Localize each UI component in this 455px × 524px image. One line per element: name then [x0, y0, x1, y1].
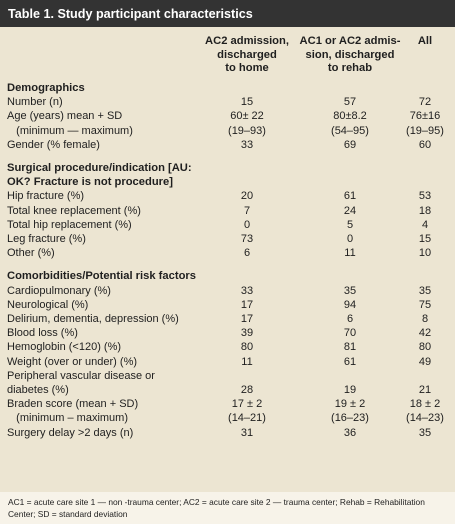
cell-value: 28 — [240, 384, 254, 397]
cell-value: 18 — [418, 204, 432, 217]
cell-value: 60 — [418, 138, 432, 151]
cell-value: 80 — [240, 341, 254, 354]
cell-value: 81 — [343, 341, 357, 354]
cell-value: 11 — [344, 247, 356, 260]
row-label: Number (n) — [7, 96, 63, 109]
cell-value: 33 — [240, 284, 254, 297]
cell-value: 8 — [421, 313, 429, 326]
row-label: Cardiopulmonary (%) — [7, 284, 111, 297]
row-label: Total knee replacement (%) — [7, 204, 141, 217]
cell-value: 10 — [418, 247, 432, 260]
cell-value — [401, 369, 449, 383]
table-row — [7, 355, 449, 369]
cell-value: 94 — [343, 298, 357, 311]
table-row — [7, 284, 449, 298]
cell-value: 5 — [346, 218, 354, 231]
cell-value: (16–23) — [331, 412, 369, 425]
cell-value: 70 — [343, 327, 357, 340]
table-row — [7, 138, 449, 152]
cell-value: 61 — [343, 355, 357, 368]
spacer-cell — [7, 152, 449, 161]
cell-value: (19–95) — [406, 124, 444, 137]
row-label: Surgery delay >2 days (n) — [7, 426, 134, 439]
cell-value: 21 — [418, 384, 432, 397]
cell-value: 69 — [343, 138, 357, 151]
cell-value: 15 — [418, 233, 432, 246]
spacer-cell — [7, 260, 449, 269]
header-ac2-home: AC2 admission, discharged to home — [205, 35, 289, 75]
cell-value: (14–23) — [406, 412, 444, 425]
cell-value: 75 — [418, 298, 432, 311]
row-label: Delirium, dementia, depression (%) — [7, 313, 179, 326]
cell-value: 49 — [418, 355, 432, 368]
cell-value: 72 — [418, 96, 432, 109]
cell-value: 4 — [421, 218, 429, 231]
row-label: (minimum – maximum) — [7, 412, 129, 425]
cell-value: 53 — [418, 190, 432, 203]
section-label: Surgical procedure/indication [AU: OK? Fracture is not procedure] — [7, 162, 192, 189]
row-label: Age (years) mean + SD — [7, 110, 123, 123]
row-label: Other (%) — [7, 247, 55, 260]
cell-value — [195, 369, 299, 383]
table-panel — [0, 27, 455, 492]
table-row — [7, 411, 449, 425]
cell-value: 35 — [343, 284, 357, 297]
row-label: Peripheral vascular disease or — [7, 369, 155, 382]
row-label: Hip fracture (%) — [7, 190, 85, 203]
header-all: All — [417, 35, 433, 47]
cell-value: 7 — [243, 204, 251, 217]
row-label: diabetes (%) — [7, 384, 69, 397]
table-row — [7, 312, 449, 326]
cell-value: 20 — [240, 190, 254, 203]
table-row — [7, 124, 449, 138]
cell-value: 39 — [240, 327, 254, 340]
footnote: AC1 = acute care site 1 — non -trauma center; AC2 = acute care site 2 — trauma center; Rehab = Rehabilitation Center; SD = standard deviation — [8, 497, 425, 519]
table-row — [7, 109, 449, 123]
row-label: Gender (% female) — [7, 138, 100, 151]
table-row — [7, 426, 449, 440]
cell-value: 0 — [243, 218, 251, 231]
section-heading-demographics — [7, 81, 449, 95]
section-heading-comorbidities — [7, 269, 449, 283]
cell-value: 6 — [243, 247, 251, 260]
cell-value: (19–93) — [228, 124, 266, 137]
cell-value: 35 — [418, 284, 432, 297]
table-row — [7, 340, 449, 354]
section-spacer — [7, 152, 449, 161]
section-label: Demographics — [7, 82, 85, 94]
header-rehab: AC1 or AC2 admis- sion, discharged to rehab — [299, 35, 401, 75]
row-label: Weight (over or under) (%) — [7, 355, 138, 368]
header-row — [7, 35, 449, 81]
cell-value: 19 ± 2 — [334, 398, 366, 411]
row-label: Hemoglobin (<120) (%) — [7, 341, 122, 354]
cell-value: 61 — [343, 190, 357, 203]
cell-value: 17 — [240, 298, 254, 311]
table-body — [7, 81, 449, 440]
table-row — [7, 204, 449, 218]
table-row — [7, 218, 449, 232]
cell-value: 6 — [346, 313, 354, 326]
cell-value: 19 — [343, 384, 357, 397]
cell-value: 24 — [343, 204, 357, 217]
section-heading-surgical — [7, 161, 449, 189]
cell-value: 35 — [418, 426, 432, 439]
cell-value: 60± 22 — [230, 110, 264, 123]
cell-value: 11 — [241, 355, 253, 368]
table-row — [7, 189, 449, 203]
cell-value: 36 — [343, 426, 357, 439]
cell-value: 80 — [418, 341, 432, 354]
cell-value: 33 — [240, 138, 254, 151]
table-row — [7, 95, 449, 109]
cell-value: 18 ± 2 — [409, 398, 441, 411]
row-label: (minimum — maximum) — [7, 124, 133, 137]
cell-value: 42 — [418, 327, 432, 340]
cell-value: 31 — [240, 426, 254, 439]
cell-value — [299, 369, 401, 383]
row-label: Neurological (%) — [7, 298, 89, 311]
table-row — [7, 369, 449, 383]
cell-value: (14–21) — [228, 412, 266, 425]
table-row — [7, 383, 449, 397]
table-title: Table 1. Study participant characteristics — [0, 0, 455, 27]
cell-value: 17 — [240, 313, 254, 326]
cell-value: 76±16 — [409, 110, 441, 123]
row-label: Blood loss (%) — [7, 327, 78, 340]
row-label: Leg fracture (%) — [7, 233, 86, 246]
row-label: Braden score (mean + SD) — [7, 398, 139, 411]
table-row — [7, 298, 449, 312]
cell-value: 80±8.2 — [333, 110, 367, 123]
cell-value: 17 ± 2 — [231, 398, 263, 411]
row-label: Total hip replacement (%) — [7, 218, 132, 231]
table-row — [7, 326, 449, 340]
section-label: Comorbidities/Potential risk factors — [7, 270, 196, 283]
cell-value: 57 — [343, 96, 357, 109]
section-spacer — [7, 260, 449, 269]
header-blank — [7, 35, 195, 81]
cell-value: 73 — [240, 233, 254, 246]
cell-value: 15 — [240, 96, 254, 109]
table-row — [7, 232, 449, 246]
cell-value: 0 — [346, 233, 354, 246]
table-row — [7, 397, 449, 411]
table-row — [7, 246, 449, 260]
participant-table — [7, 35, 449, 440]
cell-value: (54–95) — [331, 124, 369, 137]
